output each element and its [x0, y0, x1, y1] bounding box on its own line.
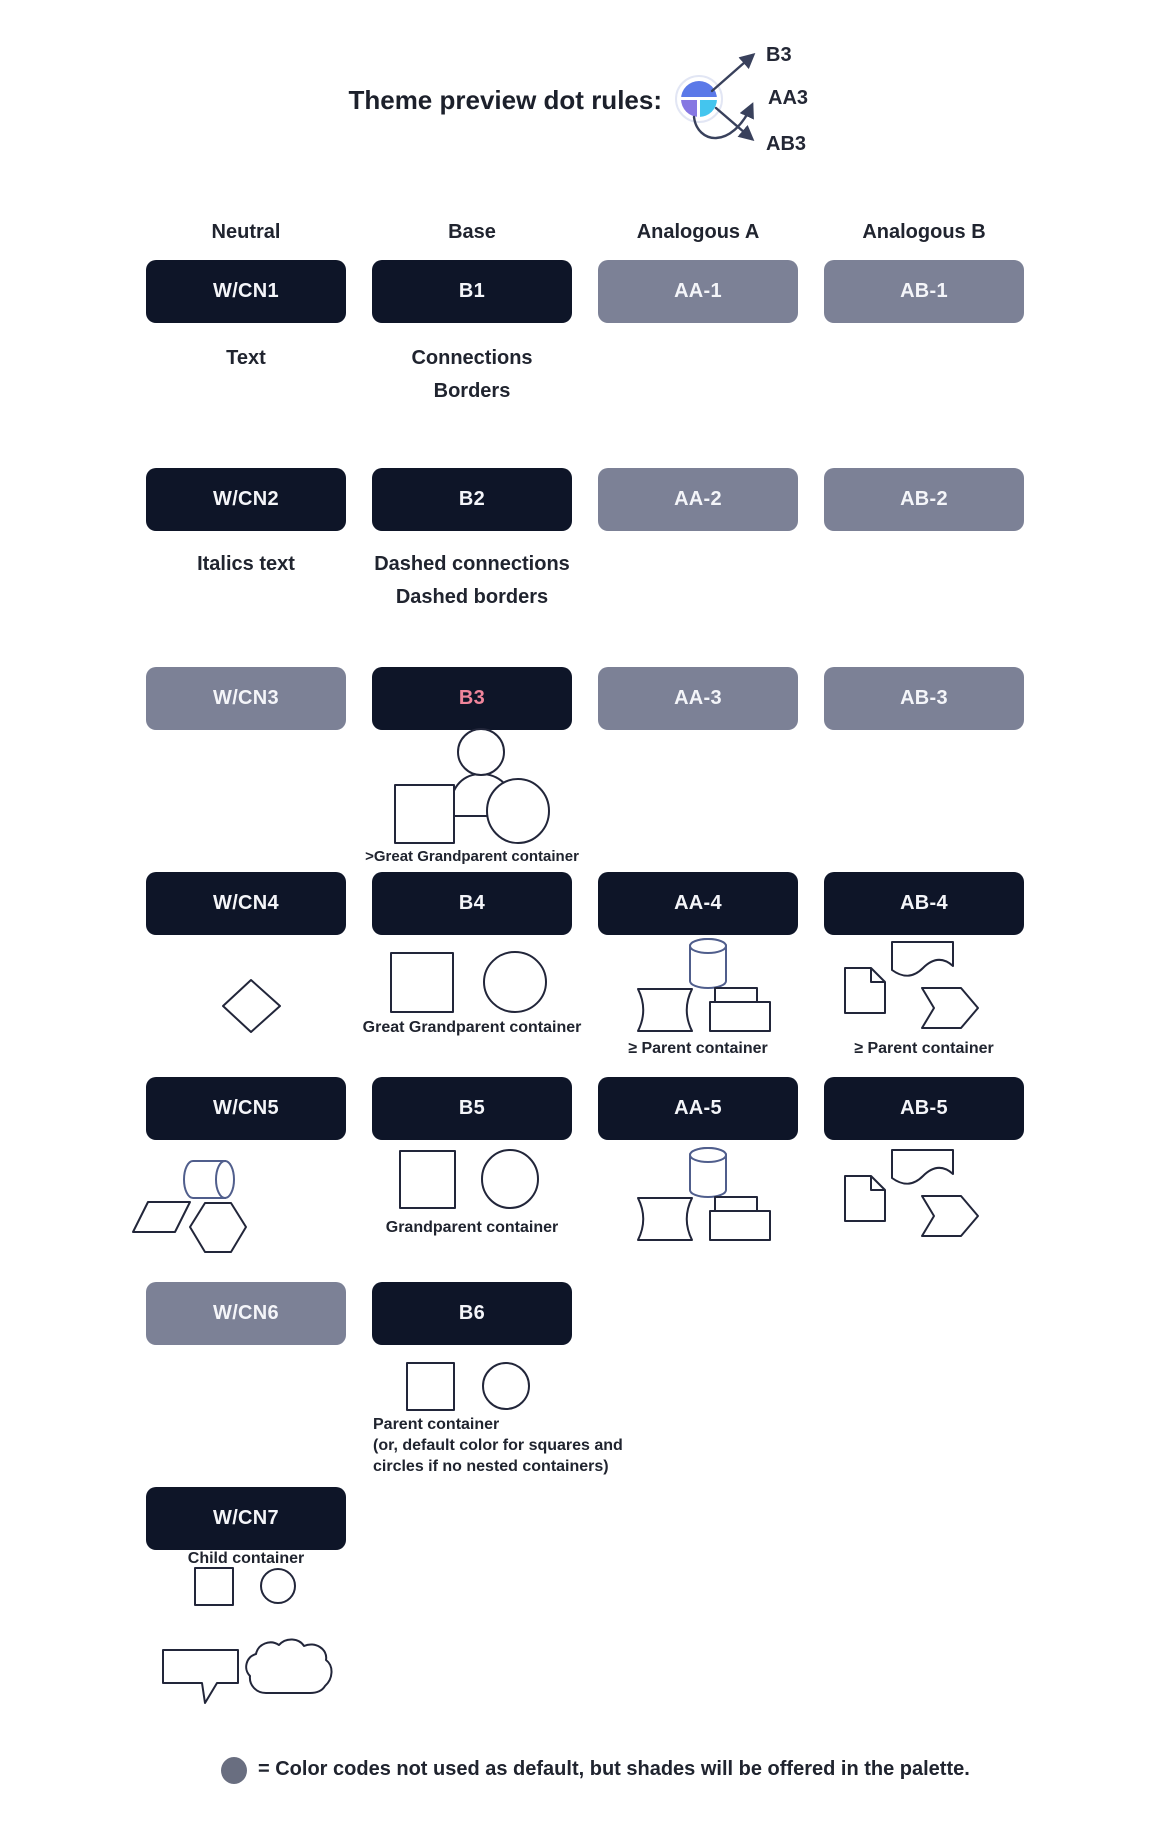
chevron-shape — [922, 1196, 978, 1236]
child-shapes-row7 — [163, 1568, 332, 1703]
column-header-base: Base — [448, 221, 496, 243]
aa-parent-shapes-row4 — [638, 939, 770, 1031]
document-shape — [845, 968, 885, 1013]
tape-shape — [892, 942, 953, 976]
diamond-shape — [223, 980, 280, 1032]
cylinder-shape — [690, 1148, 726, 1197]
cloud-shape — [246, 1639, 331, 1693]
chip-aa-1: AA-1 — [598, 260, 798, 323]
tape-shape — [892, 1150, 953, 1184]
speech-bubble-shape — [163, 1650, 238, 1703]
note-text: Text — [226, 347, 266, 369]
aa-parent-shapes-row5 — [638, 1148, 770, 1240]
great-grandparent-shapes-row4 — [391, 952, 546, 1012]
dot-label-ab3: AB3 — [766, 133, 807, 155]
legend-dot — [221, 1757, 247, 1784]
square-shape — [400, 1151, 455, 1208]
chip-w-cn2: W/CN2 — [146, 468, 346, 531]
column-header-analogous-b: Analogous B — [862, 221, 986, 243]
chip-w-cn6: W/CN6 — [146, 1282, 346, 1345]
column-header-neutral: Neutral — [211, 221, 281, 243]
note-parent-container-block — [373, 1414, 623, 1477]
dot-segment-gap-vertical — [697, 100, 700, 117]
ab-parent-shapes-row4 — [845, 942, 978, 1028]
column-header-analogous-a: Analogous A — [636, 221, 760, 243]
great-grandparent-shapes-row3 — [395, 729, 549, 843]
hexagon-shape — [190, 1203, 246, 1252]
note-dashed-borders: Dashed borders — [395, 586, 549, 608]
parallelogram-shape — [133, 1202, 190, 1232]
note-grandparent: Grandparent container — [385, 1219, 559, 1236]
chip-ab-5: AB-5 — [824, 1077, 1024, 1140]
legend-text: = Color codes not used as default, but shades will be offered in the palette. — [258, 1758, 970, 1780]
chip-aa-3: AA-3 — [598, 667, 798, 730]
circle-shape — [483, 1363, 529, 1409]
document-shape — [845, 1176, 885, 1221]
stored-data-shape — [638, 989, 692, 1031]
square-shape — [407, 1363, 454, 1410]
chip-ab-1: AB-1 — [824, 260, 1024, 323]
ellipse-shape — [482, 1150, 538, 1208]
chip-w-cn1: W/CN1 — [146, 260, 346, 323]
note-ge-parent-ab: ≥ Parent container — [854, 1040, 994, 1057]
ellipse-shape — [487, 779, 549, 843]
ab-parent-shapes-row5 — [845, 1150, 978, 1236]
chip-b5: B5 — [372, 1077, 572, 1140]
chip-w-cn7: W/CN7 — [146, 1487, 346, 1550]
chip-w-cn3: W/CN3 — [146, 667, 346, 730]
chip-b6: B6 — [372, 1282, 572, 1345]
circle-shape — [261, 1569, 295, 1603]
chip-b1: B1 — [372, 260, 572, 323]
chip-b2: B2 — [372, 468, 572, 531]
person-head-shape — [458, 729, 504, 775]
chip-w-cn5: W/CN5 — [146, 1077, 346, 1140]
cylinder-horizontal-shape — [184, 1161, 225, 1198]
folder-tab-shape — [715, 988, 757, 1004]
ellipse-shape — [484, 952, 546, 1012]
page-title: Theme preview dot rules: — [348, 85, 662, 115]
square-shape — [395, 785, 454, 843]
chip-ab-3: AB-3 — [824, 667, 1024, 730]
parent-shapes-row6 — [407, 1363, 529, 1410]
document-fold-shape — [871, 1176, 885, 1190]
folder-shape — [710, 1211, 770, 1240]
dot-label-b3: B3 — [766, 44, 792, 66]
note-parent-line1: Parent container — [373, 1416, 500, 1433]
note-great-grandparent-arrow: >Great Grandparent container — [365, 848, 579, 865]
chip-aa-5: AA-5 — [598, 1077, 798, 1140]
chip-aa-4: AA-4 — [598, 872, 798, 935]
note-parent-line3: circles if no nested containers) — [373, 1458, 609, 1475]
dot-label-aa3: AA3 — [768, 87, 809, 109]
person-shape — [451, 774, 513, 816]
chevron-shape — [922, 988, 978, 1028]
chip-b4: B4 — [372, 872, 572, 935]
note-italics-text: Italics text — [197, 553, 295, 575]
grandparent-shapes-row5 — [400, 1150, 538, 1208]
folder-tab-shape — [715, 1197, 757, 1213]
note-borders: Borders — [433, 380, 511, 402]
note-dashed-connections: Dashed connections — [374, 553, 570, 575]
arrow-to-ab3 — [716, 108, 752, 139]
folder-shape — [710, 1002, 770, 1031]
chip-aa-2: AA-2 — [598, 468, 798, 531]
square-shape — [195, 1568, 233, 1605]
document-fold-shape — [871, 968, 885, 982]
note-child-container: Child container — [187, 1550, 305, 1567]
chip-ab-2: AB-2 — [824, 468, 1024, 531]
cylinder-shape — [690, 939, 726, 988]
cylinder-top-shape — [690, 939, 726, 953]
chip-b3: B3 — [372, 667, 572, 730]
chip-ab-4: AB-4 — [824, 872, 1024, 935]
cylinder-end-shape — [216, 1161, 234, 1198]
note-great-grandparent: Great Grandparent container — [362, 1019, 582, 1036]
note-parent-line2: (or, default color for squares and — [373, 1437, 623, 1454]
stored-data-shape — [638, 1198, 692, 1240]
wcn5-shapes — [133, 1161, 246, 1252]
note-connections: Connections — [411, 347, 533, 369]
square-shape — [391, 953, 453, 1012]
note-ge-parent-aa: ≥ Parent container — [628, 1040, 768, 1057]
cylinder-top-shape — [690, 1148, 726, 1162]
chip-w-cn4: W/CN4 — [146, 872, 346, 935]
